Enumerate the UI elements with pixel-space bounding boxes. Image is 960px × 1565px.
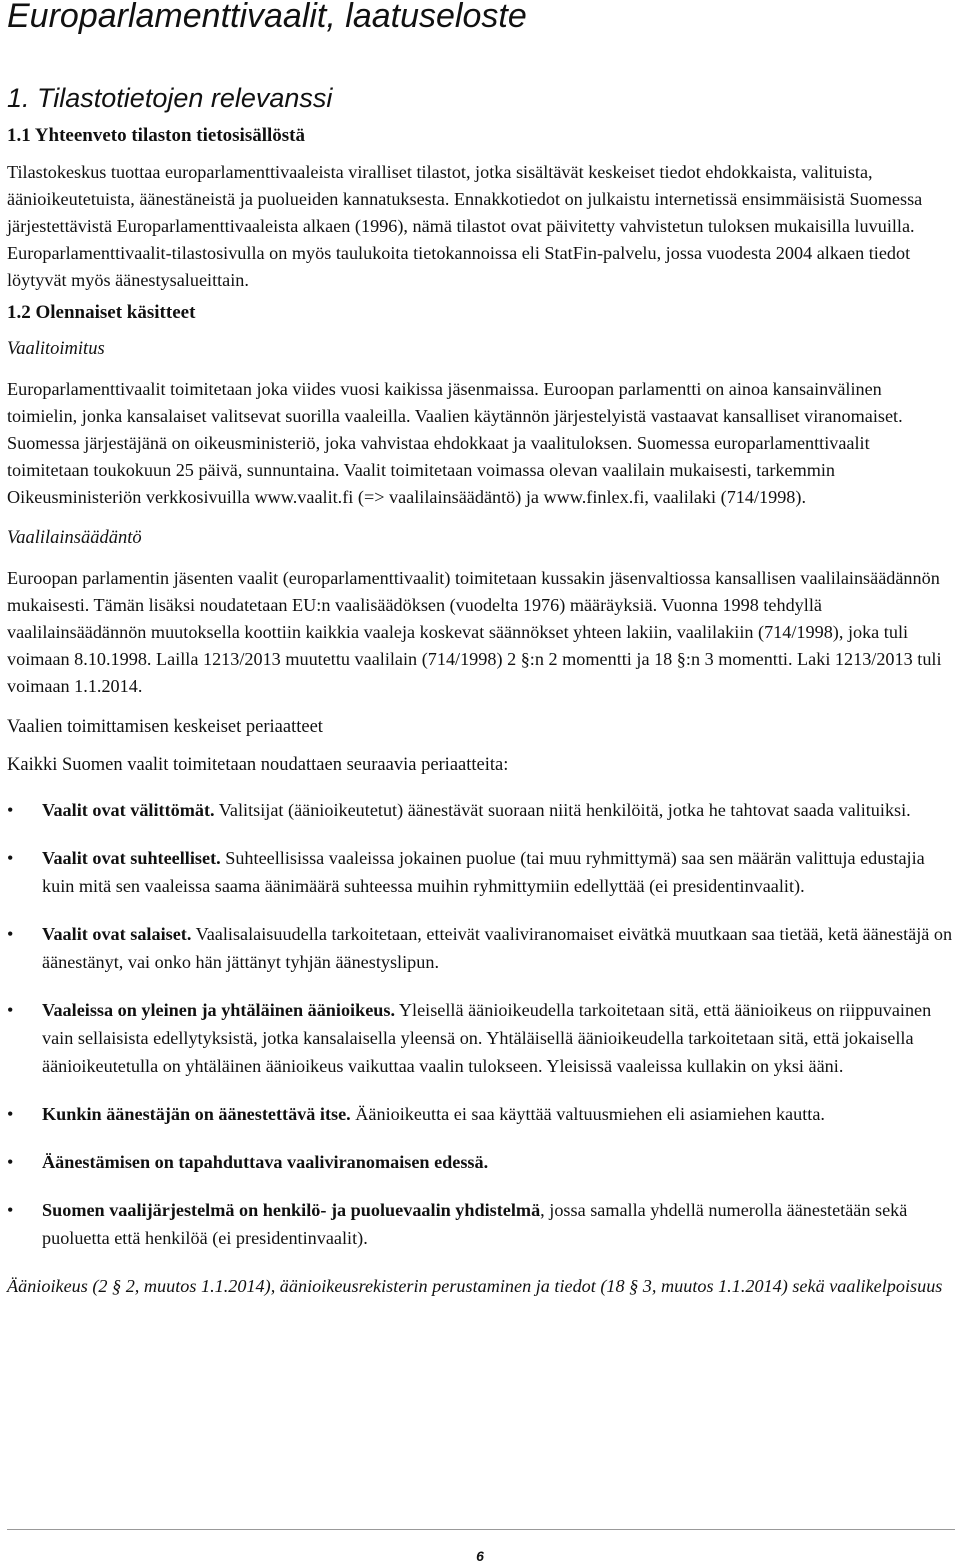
list-item-bold: Vaaleissa on yleinen ja yhtäläinen äänioikeus. [42,1000,396,1020]
list-item-text: Vaalisalaisuudella tarkoitetaan, etteivät vaaliviranomaiset eivätkä muutkaan saa tietää, ketä äänestäjä on äänestänyt, vai onko hän jättänyt tyhjän äänestyslipun. [42,924,953,972]
list-item [7,844,955,900]
section-heading-1-2: 1.2 Olennaiset käsitteet [7,302,196,323]
bullet-icon: • [7,1200,14,1220]
page-number: 6 [476,1548,484,1564]
list-item [7,996,955,1080]
intro-periaatteet: Kaikki Suomen vaalit toimitetaan noudattaen seuraavia periaatteita: [7,755,509,775]
bullet-icon: • [7,924,14,944]
paragraph-vaalitoimitus: Europarlamenttivaalit toimitetaan joka viides vuosi kaikissa jäsenmaissa. Euroopan parlamentti on ainoa kansainvälinen toimielin, jonka kansalaiset valitsevat suorilla vaaleilla. Vaalien käytännön järjestelyistä vastaavat kansalliset viranomaiset. Suomessa järjestäjänä on oikeusministeriö, joka vahvistaa ehdokkaat ja vaalituloksen. Suomessa europarlamenttivaalit toimitetaan toukokuun 25 päivä, sunnuntaina. Vaalit toimitetaan voimassa olevan vaalilain mukaisesti, tarkemmin Oikeusministeriön verkkosivuilla www.vaalit.fi (=> vaalilainsäädäntö) ja www.finlex.fi, vaalilaki (714/1998). [7,379,903,507]
subheading-vaalitoimitus: Vaalitoimitus [7,339,105,359]
list-item-text: Valitsijat (äänioikeutetut) äänestävät suoraan niitä henkilöitä, jotka he tahtovat saada valituiksi. [214,800,911,820]
list-item [7,796,955,824]
list-item-text: Yleisellä äänioikeudella tarkoitetaan sitä, että äänioikeus on riippuvainen vain sellaisista edellytyksistä, jotka kansalaisella yleensä on. Yhtäläisellä äänioikeudella tarkoitetaan sitä, että jokaisella äänioikeutetulla on yhtäläinen äänioikeus vaikuttaa vaalin tulokseen. Yleisissä vaaleissa kullakin on yksi ääni. [42,1000,932,1076]
paragraph-summary: Tilastokeskus tuottaa europarlamenttivaaleista viralliset tilastot, jotka sisältävät keskeiset tiedot ehdokkaista, valituista, äänioikeutetuista, äänestäneistä ja puolueiden kannatuksesta. Ennakkotiedot on julkaistu internetissä ensimmäisistä Suomessa järjestettävistä Europarlamenttivaaleista alkaen (1996), nämä tilastot ovat päivitetty vahvistetun tuloksen mukaisilla luvuilla. Europarlamenttivaalit-tilastosivulla on myös taulukoita tietokannoissa eli StatFin-palvelu, jossa vuodesta 2004 alkaen tiedot löytyvät myös äänestysalueittain. [7,162,923,290]
subheading-periaatteet: Vaalien toimittamisen keskeiset periaatteet [7,717,323,737]
list-item [7,1196,955,1252]
bullet-icon: • [7,1152,14,1172]
document-title: Europarlamenttivaalit, laatuseloste [7,0,527,35]
list-item [7,1100,955,1128]
bullet-icon: • [7,848,14,868]
subheading-vaalilainsaadanto: Vaalilainsäädäntö [7,528,142,548]
footnote-heading: Äänioikeus (2 § 2, muutos 1.1.2014), äänioikeusrekisterin perustaminen ja tiedot (18 § 3, muutos 1.1.2014) sekä vaalikelpoisuus [7,1276,943,1296]
section-heading-1: 1. Tilastotietojen relevanssi [7,83,333,113]
bullet-icon: • [7,1104,14,1124]
bullet-icon: • [7,1000,14,1020]
list-item-bold: Vaalit ovat salaiset. [42,924,192,944]
list-item [7,1148,955,1176]
list-item-bold: Suomen vaalijärjestelmä on henkilö- ja puoluevaalin yhdistelmä [42,1200,541,1220]
list-item-bold: Äänestämisen on tapahduttava vaaliviranomaisen edessä. [42,1152,489,1172]
list-item-bold: Vaalit ovat välittömät. [42,800,215,820]
list-item [7,920,955,976]
list-item-text: , jossa samalla yhdellä numerolla äänestetään sekä puoluetta että henkilöä (ei presidentinvaalit). [42,1200,908,1248]
principles-list [7,796,955,1252]
list-item-text: Suhteellisissa vaaleissa jokainen puolue (tai muu ryhmittymä) saa sen määrän valittuja edustajia kuin mitä sen vaaleissa saama äänimäärä suhteessa muihin ryhmittymiin edellyttää (ei presidentinvaalit). [42,848,925,896]
list-item-text: Äänioikeutta ei saa käyttää valtuusmiehen eli asiamiehen kautta. [350,1104,825,1124]
paragraph-vaalilainsaadanto: Euroopan parlamentin jäsenten vaalit (europarlamenttivaalit) toimitetaan kussakin jäsenvaltiossa kansallisen vaalilainsäädännön mukaisesti. Tämän lisäksi noudatetaan EU:n vaalisäädöksen (vuodelta 1976) määräyksiä. Vuonna 1998 tehdyllä vaalilainsäädännön muutoksella koottiin kaikkia vaaleja koskevat säännökset yhteen lakiin, vaalilakiin (714/1998), joka tuli voimaan 8.10.1998. Lailla 1213/2013 muutettu vaalilain (714/1998) 2 §:n 2 momentti ja 18 §:n 3 momentti. Laki 1213/2013 tuli voimaan 1.1.2014. [7,568,942,696]
section-heading-1-1: 1.1 Yhteenveto tilaston tietosisällöstä [7,125,305,146]
bullet-icon: • [7,800,14,820]
footer-divider [7,1529,955,1530]
document-body [7,123,955,1300]
list-item-bold: Vaalit ovat suhteelliset. [42,848,221,868]
list-item-bold: Kunkin äänestäjän on äänestettävä itse. [42,1104,351,1124]
